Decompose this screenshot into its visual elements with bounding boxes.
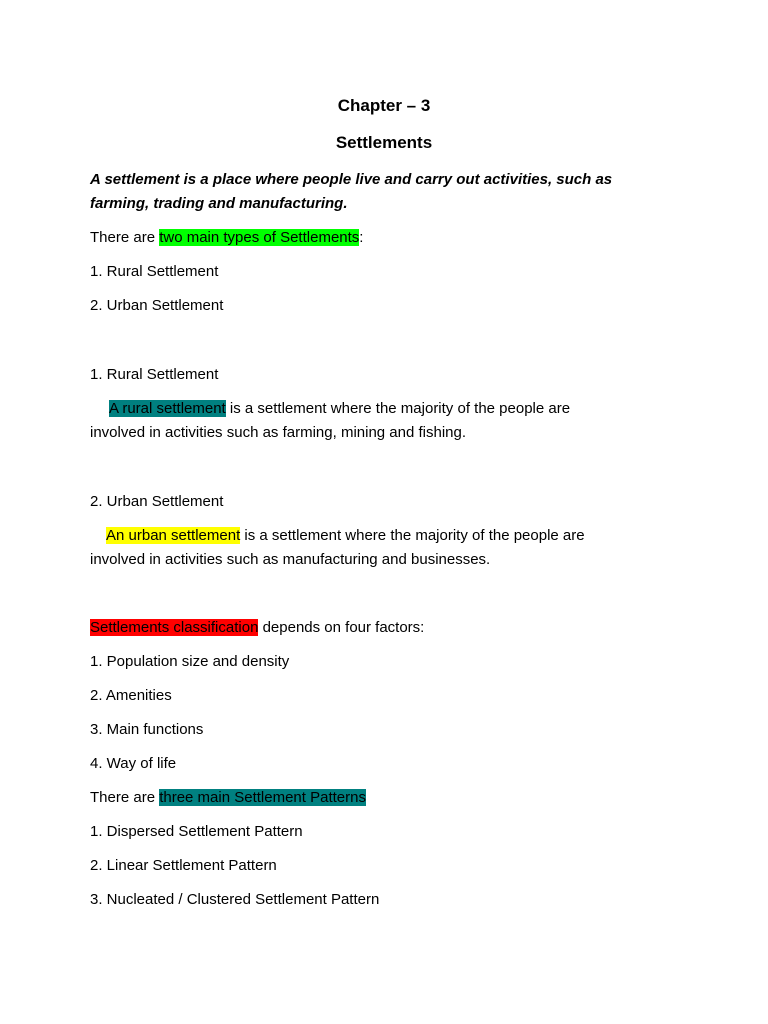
types-intro-prefix: There are <box>90 229 160 246</box>
rural-heading: 1. Rural Settlement <box>90 366 219 383</box>
factor-item: 4. Way of life <box>90 755 177 772</box>
patterns-intro <box>90 786 366 810</box>
urban-definition-line-2: involved in activities such as manufacturing and businesses. <box>90 551 491 568</box>
urban-definition-rest: is a settlement where the majority of the people are <box>240 527 585 544</box>
urban-heading: 2. Urban Settlement <box>90 493 224 510</box>
classification-highlight: Settlements classification <box>90 619 259 636</box>
factor-item: 3. Main functions <box>90 721 204 738</box>
types-highlight: two main types of Settlements <box>159 229 360 246</box>
pattern-item: 3. Nucleated / Clustered Settlement Pattern <box>90 891 380 908</box>
factor-item: 2. Amenities <box>90 687 172 704</box>
rural-definition-rest: is a settlement where the majority of the people are <box>225 400 571 417</box>
types-intro-suffix: : <box>359 229 364 246</box>
classification-rest: depends on four factors: <box>258 619 425 636</box>
patterns-highlight: three main Settlement Patterns <box>159 789 366 806</box>
types-list-item: 2. Urban Settlement <box>90 297 224 314</box>
definition-line-2: farming, trading and manufacturing. <box>90 195 348 212</box>
rural-definition-line-1 <box>109 397 570 421</box>
pattern-item: 1. Dispersed Settlement Pattern <box>90 823 303 840</box>
chapter-heading: Chapter – 3 <box>337 96 431 115</box>
classification-intro <box>90 616 424 640</box>
rural-highlight: A rural settlement <box>109 400 226 417</box>
rural-definition-line-2: involved in activities such as farming, mining and fishing. <box>90 424 467 441</box>
urban-highlight: An urban settlement <box>106 527 241 544</box>
definition-line-1: A settlement is a place where people live and carry out activities, such as <box>90 171 613 188</box>
factor-item: 1. Population size and density <box>90 653 290 670</box>
patterns-intro-prefix: There are <box>90 789 160 806</box>
pattern-item: 2. Linear Settlement Pattern <box>90 857 277 874</box>
types-list-item: 1. Rural Settlement <box>90 263 219 280</box>
types-intro <box>90 226 363 250</box>
urban-definition-line-1 <box>106 524 585 548</box>
page-title: Settlements <box>335 133 433 152</box>
